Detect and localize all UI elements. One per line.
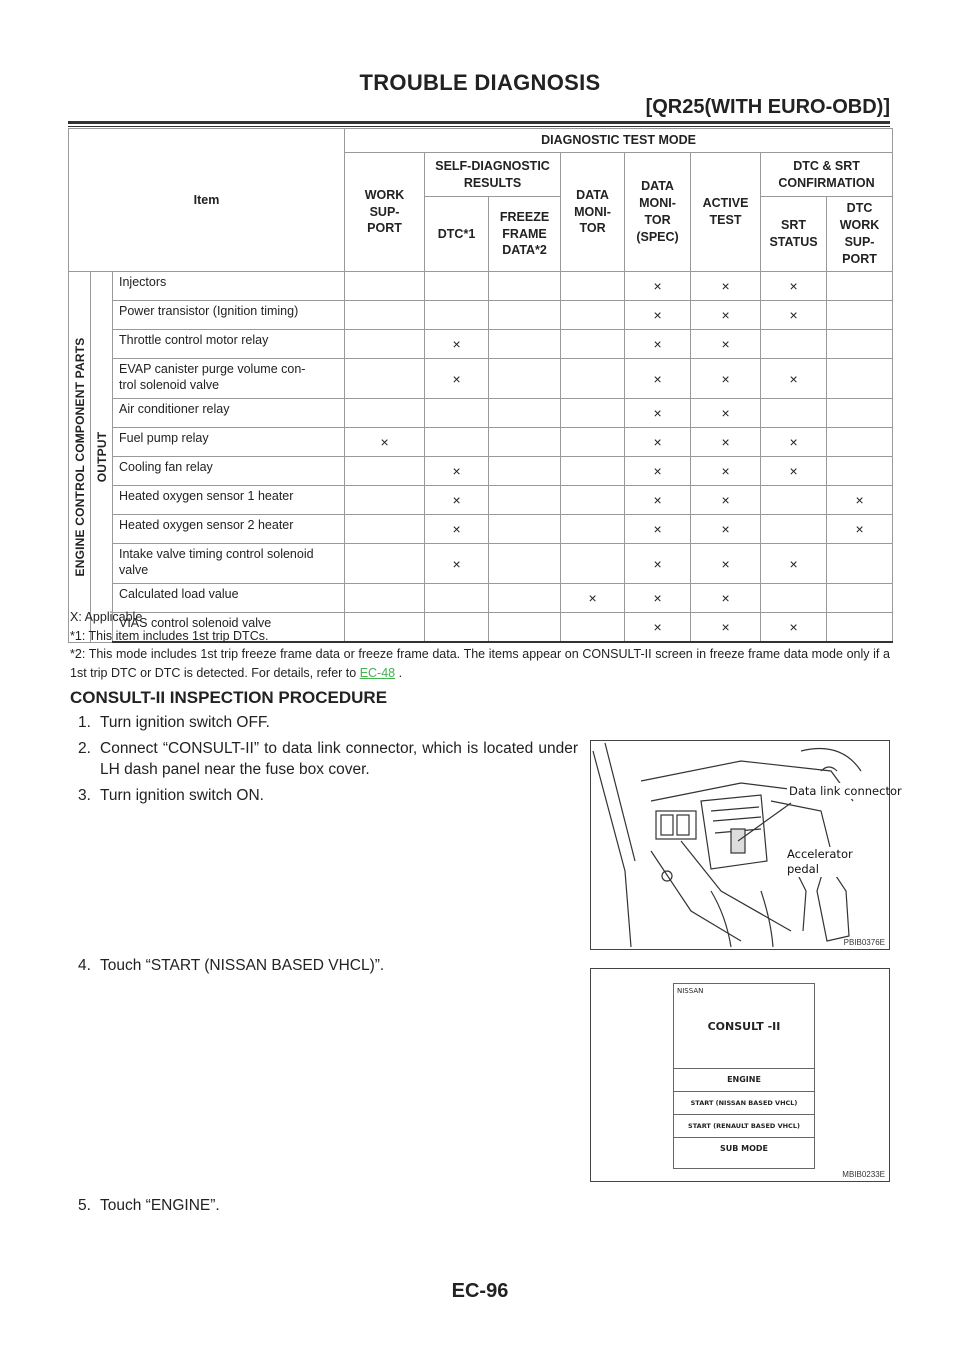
table-row (69, 457, 893, 486)
page-number: EC-96 (451, 1280, 509, 1302)
item-name: Heated oxygen sensor 2 heater (113, 515, 345, 544)
mode-cell (425, 272, 489, 301)
engine-subtitle: [QR25(WITH EURO-OBD)] (645, 96, 890, 118)
engine-control-component-parts-label (69, 272, 91, 643)
header-rule (68, 121, 890, 124)
table-row (69, 301, 893, 330)
table-row (69, 486, 893, 515)
mode-cell (827, 272, 893, 301)
figure-code-mbib0233e: MBIB0233E (842, 1170, 885, 1179)
mode-cell (827, 359, 893, 399)
mode-cell (561, 457, 625, 486)
mode-cell: × (425, 457, 489, 486)
step-5: 5. Touch “ENGINE”. (78, 1197, 220, 1214)
mode-cell: × (425, 544, 489, 584)
data-link-connector-label: Data link connector (789, 784, 902, 798)
mode-cell: × (625, 272, 691, 301)
mode-cell: × (625, 613, 691, 643)
mode-cell (561, 301, 625, 330)
mode-cell: × (625, 544, 691, 584)
note-1: *1: This item includes 1st trip DTCs. (70, 628, 269, 643)
mode-cell (489, 457, 561, 486)
section-heading: CONSULT-II INSPECTION PROCEDURE (70, 688, 388, 707)
mode-cell: × (425, 330, 489, 359)
mode-cell: × (425, 486, 489, 515)
consult-ii-title: CONSULT -II (707, 1020, 781, 1033)
mode-cell: × (761, 428, 827, 457)
data-monitor-spec-header: DATA MONI- TOR (SPEC) (625, 153, 691, 272)
output-label-text: OUTPUT (94, 431, 109, 483)
screen-header (674, 984, 814, 1069)
active-test-header: ACTIVE TEST (691, 153, 761, 272)
mode-cell: × (345, 428, 425, 457)
step-3: 3. Turn ignition switch ON. (78, 787, 264, 804)
mode-cell: × (625, 457, 691, 486)
mode-cell (761, 486, 827, 515)
accelerator-label: Accelerator (787, 847, 853, 861)
consult-ii-screen (673, 983, 815, 1169)
mode-cell: × (691, 428, 761, 457)
dash-panel-illustration (591, 741, 902, 949)
mode-cell (345, 457, 425, 486)
mode-cell: × (625, 515, 691, 544)
mode-cell (489, 515, 561, 544)
table-row (69, 399, 893, 428)
mode-cell (489, 486, 561, 515)
mode-cell (561, 428, 625, 457)
mode-cell: × (691, 544, 761, 584)
data-link-connector-figure (590, 740, 902, 950)
item-name: EVAP canister purge volume con- trol solenoid valve (113, 359, 345, 399)
step-1: 1. Turn ignition switch OFF. (78, 714, 270, 731)
mode-cell: × (691, 399, 761, 428)
mode-cell (761, 399, 827, 428)
mode-cell (561, 544, 625, 584)
mode-cell: × (691, 272, 761, 301)
mode-cell: × (761, 613, 827, 643)
mode-cell (345, 330, 425, 359)
mode-cell: × (691, 330, 761, 359)
mode-cell: × (691, 359, 761, 399)
mode-cell: × (691, 486, 761, 515)
mode-cell: × (625, 359, 691, 399)
item-name: Injectors (113, 272, 345, 301)
mode-cell (561, 330, 625, 359)
start-nissan-based-button[interactable]: START (NISSAN BASED VHCL) (674, 1092, 814, 1115)
mode-cell (345, 544, 425, 584)
item-name: Heated oxygen sensor 1 heater (113, 486, 345, 515)
table-row (69, 428, 893, 457)
mode-cell (345, 515, 425, 544)
mode-cell: × (691, 584, 761, 613)
item-name: Intake valve timing control solenoid valve (113, 544, 345, 584)
table-row (69, 544, 893, 584)
mode-cell: × (761, 457, 827, 486)
dtc-work-support-header: DTC WORK SUP- PORT (827, 197, 893, 272)
mode-cell: × (625, 301, 691, 330)
mode-cell: × (625, 486, 691, 515)
mode-cell (345, 486, 425, 515)
figure-code-pbib0376e: PBIB0376E (843, 938, 885, 947)
mode-cell (561, 272, 625, 301)
output-label (91, 272, 113, 643)
mode-cell: × (761, 544, 827, 584)
mode-cell: × (827, 486, 893, 515)
mode-cell (561, 515, 625, 544)
mode-cell (827, 301, 893, 330)
mode-cell (561, 399, 625, 428)
sub-mode-button[interactable]: SUB MODE (719, 1144, 768, 1153)
mode-cell: × (625, 584, 691, 613)
dtc-header: DTC*1 (425, 197, 489, 272)
mode-cell (345, 301, 425, 330)
item-name: Fuel pump relay (113, 428, 345, 457)
table-row (69, 272, 893, 301)
item-name: Cooling fan relay (113, 457, 345, 486)
ec-48-link[interactable]: EC-48 (359, 665, 396, 680)
mode-cell (827, 544, 893, 584)
diagnostic-test-mode-header: DIAGNOSTIC TEST MODE (345, 129, 893, 153)
mode-cell (489, 301, 561, 330)
mode-cell (425, 399, 489, 428)
table-notes (70, 608, 890, 682)
mode-cell: × (561, 584, 625, 613)
page-title: TROUBLE DIAGNOSIS (359, 70, 601, 95)
mode-cell: × (691, 515, 761, 544)
freeze-frame-header: FREEZE FRAME DATA*2 (489, 197, 561, 272)
start-renault-based-button[interactable]: START (RENAULT BASED VHCL) (674, 1115, 814, 1138)
mode-cell (345, 359, 425, 399)
mode-cell (827, 399, 893, 428)
mode-cell: × (625, 399, 691, 428)
step-4: 4. Touch “START (NISSAN BASED VHCL)”. (78, 957, 385, 974)
work-support-header: WORK SUP- PORT (345, 153, 425, 272)
pedal-label: pedal (787, 862, 819, 876)
dtc-srt-confirmation-header: DTC & SRT CONFIRMATION (761, 153, 893, 197)
consult-ii-screen-figure (590, 968, 890, 1182)
table-row (69, 515, 893, 544)
mode-cell: × (625, 330, 691, 359)
mode-cell (489, 428, 561, 457)
item-header: Item (69, 129, 345, 272)
item-name: VIAS control solenoid valve (113, 613, 345, 643)
mode-cell: × (625, 428, 691, 457)
diagnostic-test-mode-table (68, 128, 893, 643)
note-2-text: *2: This mode includes 1st trip freeze frame data or freeze frame data. The items appear on CONSULT-II screen in freeze frame data mode only if a 1st trip DTC or DTC is detected. For details, refer to (70, 647, 890, 680)
mode-cell (345, 399, 425, 428)
mode-cell (489, 359, 561, 399)
mode-cell: × (691, 457, 761, 486)
group-label-text: ENGINE CONTROL COMPONENT PARTS (72, 337, 87, 577)
table-body (69, 272, 893, 643)
note-2-end: . (395, 665, 403, 680)
mode-cell: × (761, 301, 827, 330)
engine-button[interactable]: ENGINE (674, 1069, 814, 1092)
mode-cell (489, 330, 561, 359)
item-name: Throttle control motor relay (113, 330, 345, 359)
mode-cell (827, 457, 893, 486)
self-diagnostic-results-header: SELF-DIAGNOSTIC RESULTS (425, 153, 561, 197)
mode-cell (761, 515, 827, 544)
mode-cell (827, 330, 893, 359)
note-2 (70, 645, 890, 682)
mode-cell: × (827, 515, 893, 544)
mode-cell (489, 399, 561, 428)
note-applicable: X: Applicable (70, 610, 143, 624)
nissan-brand: NISSAN (677, 987, 704, 995)
mode-cell (561, 486, 625, 515)
mode-cell (561, 359, 625, 399)
mode-cell (489, 272, 561, 301)
mode-cell: × (761, 359, 827, 399)
mode-cell: × (425, 515, 489, 544)
mode-cell: × (425, 359, 489, 399)
item-name: Air conditioner relay (113, 399, 345, 428)
mode-cell (489, 544, 561, 584)
mode-cell (425, 428, 489, 457)
mode-cell (425, 301, 489, 330)
table-row (69, 330, 893, 359)
header-rule-thin (68, 126, 890, 127)
table-row (69, 359, 893, 399)
mode-cell (827, 428, 893, 457)
step-2: 2. Connect “CONSULT-II” to data link connector, which is located under LH dash panel near the fuse box cover. (78, 740, 578, 778)
mode-cell: × (761, 272, 827, 301)
mode-cell: × (691, 613, 761, 643)
mode-cell: × (691, 301, 761, 330)
mode-cell (345, 272, 425, 301)
item-name: Power transistor (Ignition timing) (113, 301, 345, 330)
srt-status-header: SRT STATUS (761, 197, 827, 272)
data-monitor-header: DATA MONI- TOR (561, 153, 625, 272)
mode-cell (761, 330, 827, 359)
item-name: Calculated load value (113, 584, 345, 613)
